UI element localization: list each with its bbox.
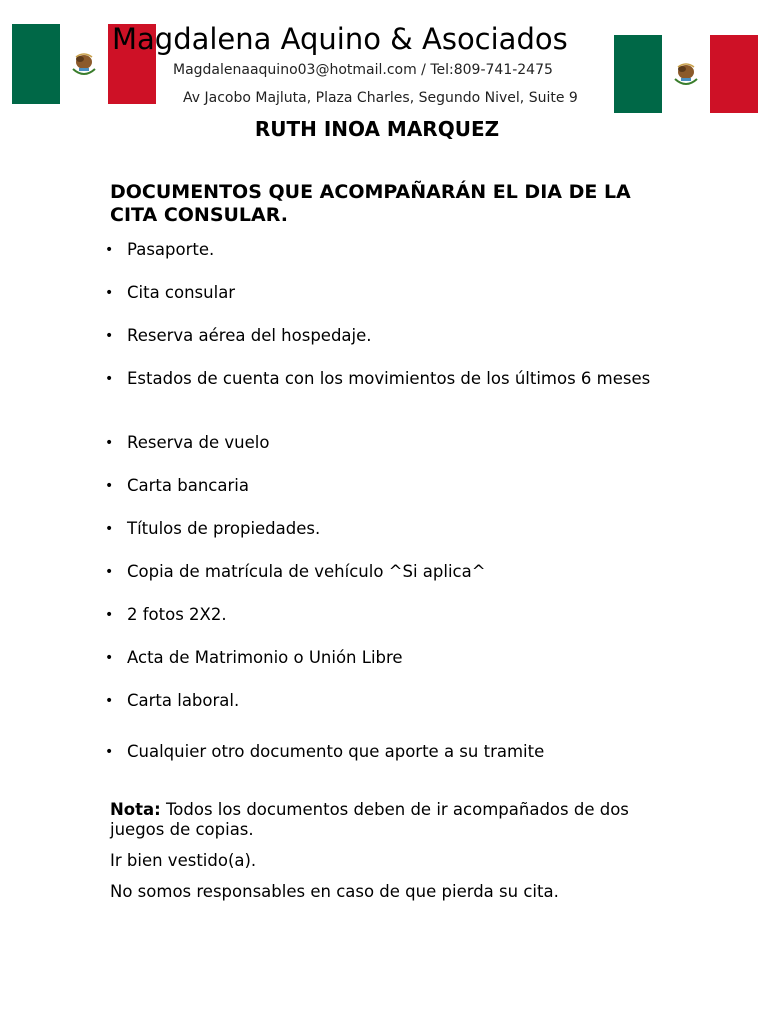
client-name: RUTH INOA MARQUEZ — [254, 117, 500, 141]
note-copies — [110, 800, 670, 840]
contact-line: Magdalenaaquino03@hotmail.com / Tel:809-741-2475 — [173, 62, 553, 78]
mexico-flag-icon — [614, 35, 758, 113]
list-item: • Reserva de vuelo — [127, 433, 657, 453]
list-item: • Acta de Matrimonio o Unión Libre — [127, 648, 657, 668]
list-item: • Estados de cuenta con los movimientos de los últimos 6 meses — [127, 369, 657, 389]
list-item: • Carta bancaria — [127, 476, 657, 496]
list-item: • Carta laboral. — [127, 691, 657, 711]
list-item: • Copia de matrícula de vehículo ^Si aplica^ — [127, 562, 657, 582]
document-title: DOCUMENTOS QUE ACOMPAÑARÁN EL DIA DE LA CITA CONSULAR. — [110, 181, 631, 226]
eagle-emblem-icon — [669, 57, 703, 91]
notes-section — [110, 800, 670, 913]
firm-name: Magdalena Aquino & Asociados — [112, 22, 568, 56]
list-item: • 2 fotos 2X2. — [127, 605, 657, 625]
list-item: • Títulos de propiedades. — [127, 519, 657, 539]
list-item: • Reserva aérea del hospedaje. — [127, 326, 657, 346]
note-text: Todos los documentos deben de ir acompañados de dos juegos de copias. — [110, 800, 629, 839]
note-dress: Ir bien vestido(a). — [110, 851, 257, 870]
note-label: Nota: — [110, 800, 161, 819]
note-disclaimer: No somos responsables en caso de que pierda su cita. — [110, 882, 559, 901]
eagle-emblem-icon — [67, 47, 101, 81]
address-line: Av Jacobo Majluta, Plaza Charles, Segundo Nivel, Suite 9 — [183, 90, 578, 106]
list-item: • Cita consular — [127, 283, 657, 303]
list-item: • Cualquier otro documento que aporte a su tramite — [127, 742, 657, 762]
list-item: • Pasaporte. — [127, 240, 657, 260]
